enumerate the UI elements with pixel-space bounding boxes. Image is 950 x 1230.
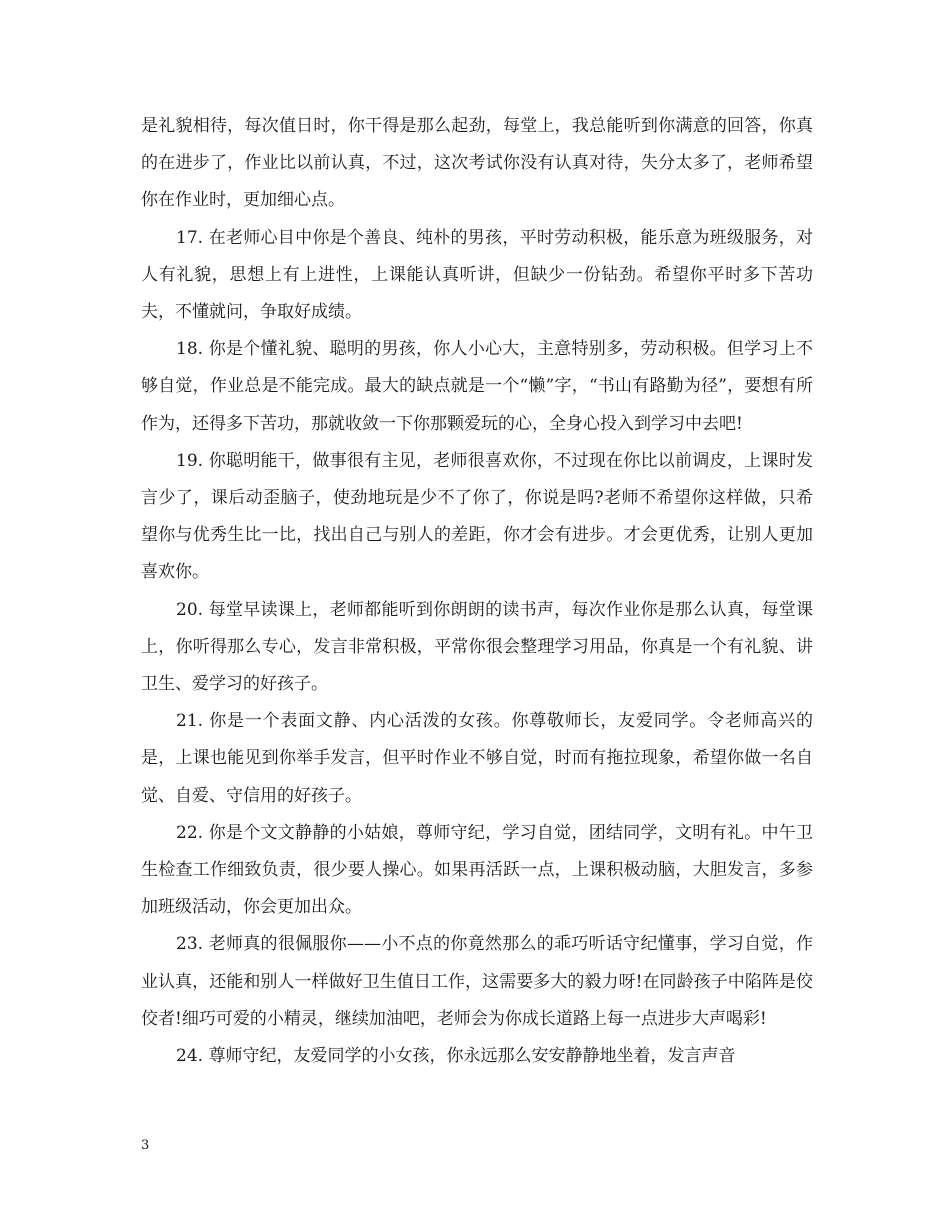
paragraph-item-22: 22. 你是个文文静静的小姑娘，尊师守纪，学习自觉，团结同学，文明有礼。中午卫生检查工作细致负责，很少要人操心。如果再活跃一点，上课积极动脑，大胆发言，多参加班级活动，你会更加出众。 bbox=[141, 822, 813, 918]
paragraph-item-21: 21. 你是一个表面文静、内心活泼的女孩。你尊敬师长，友爱同学。令老师高兴的是，上课也能见到你举手发言，但平时作业不够自觉，时而有拖拉现象，希望你做一名自觉、自爱、守信用的好孩子。 bbox=[141, 711, 813, 806]
paragraph-item-20: 20. 每堂早读课上，老师都能听到你朗朗的读书声，每次作业你是那么认真，每堂课上，你听得那么专心，发言非常积极，平常你很会整理学习用品，你真是一个有礼貌、讲卫生、爱学习的好孩子。 bbox=[141, 599, 813, 695]
paragraph-item-23: 23. 老师真的很佩服你——小不点的你竟然那么的乖巧听话守纪懂事，学习自觉，作业认真，还能和别人一样做好卫生值日工作，这需要多大的毅力呀!在同龄孩子中陷阵是佼佼者!细巧可爱的小精灵，继续加油吧，老师会为你成长道路上每一点进步大声喝彩! bbox=[141, 934, 813, 1029]
paragraph-item-24: 24. 尊师守纪，友爱同学的小女孩，你永远那么安安静静地坐着，发言声音 bbox=[176, 1046, 736, 1067]
page-number: 3 bbox=[141, 1138, 150, 1153]
document-body bbox=[141, 108, 813, 1075]
paragraph-item-19: 19. 你聪明能干，做事很有主见，老师很喜欢你，不过现在你比以前调皮，上课时发言少了，课后动歪脑子，使劲地玩是少不了你了，你说是吗?老师不希望你这样做，只希望你与优秀生比一比，找出自己与别人的差距，你才会有进步。才会更优秀，让别人更加喜欢你。 bbox=[141, 450, 813, 583]
paragraph-item-17: 17. 在老师心目中你是个善良、纯朴的男孩，平时劳动积极，能乐意为班级服务，对人有礼貌，思想上有上进性，上课能认真听讲，但缺少一份钻劲。希望你平时多下苦功夫，不懂就问，争取好成绩。 bbox=[141, 227, 813, 323]
paragraph-continuation: 是礼貌相待，每次值日时，你干得是那么起劲，每堂上，我总能听到你满意的回答，你真的在进步了，作业比以前认真，不过，这次考试你没有认真对待，失分太多了，老师希望你在作业时，更加细心点。 bbox=[141, 116, 813, 211]
paragraph-item-18: 18. 你是个懂礼貌、聪明的男孩，你人小心大，主意特别多，劳动积极。但学习上不够自觉，作业总是不能完成。最大的缺点就是一个“懒”字，“书山有路勤为径”，要想有所作为，还得多下苦功，那就收敛一下你那颗爱玩的心，全身心投入到学习中去吧! bbox=[141, 339, 813, 434]
